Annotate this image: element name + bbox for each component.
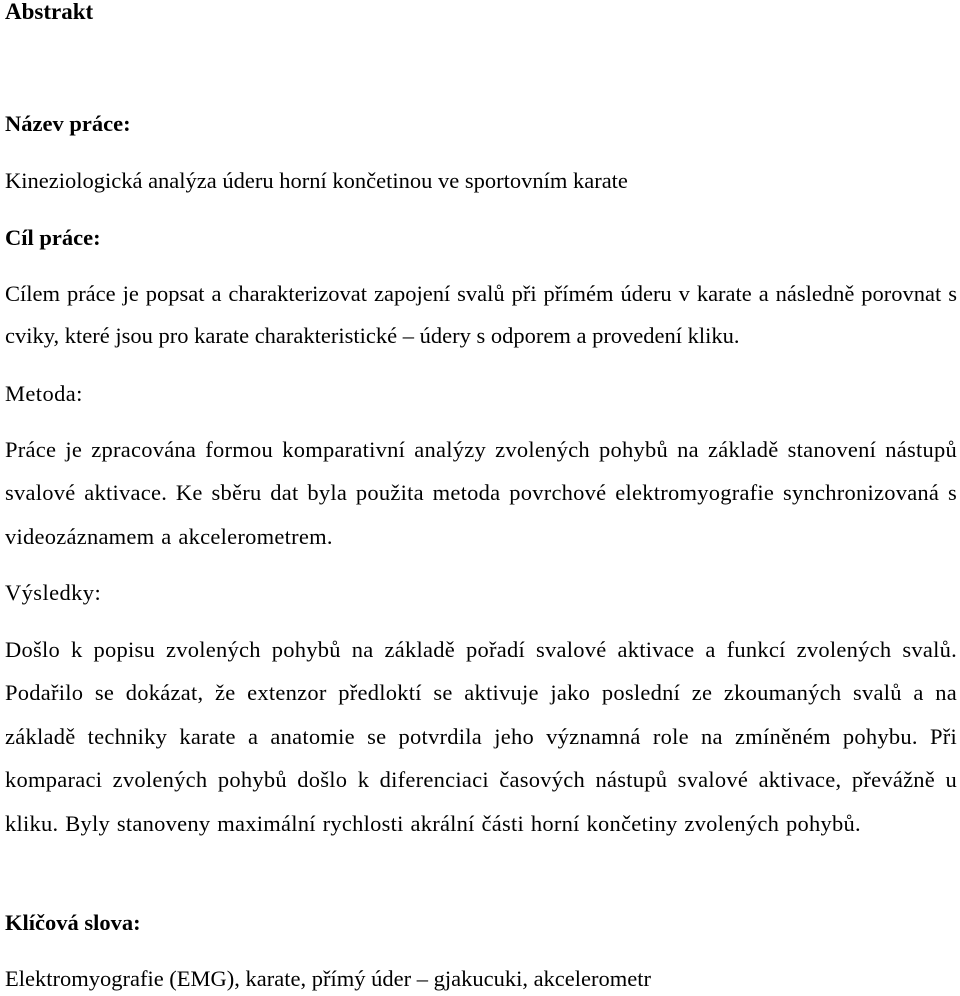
keywords-text: Elektromyografie (EMG), karate, přímý úder – gjakucuki, akcelerometr: [5, 966, 651, 991]
keywords-label: Klíčová slova:: [5, 910, 141, 935]
method-text: Práce je zpracována formou komparativní analýzy zvolených pohybů na základě stanovení nástupů svalové aktivace. Ke sběru dat byla použita metoda povrchové elektromyografie synchronizovaná s videozáznamem a akcelerometrem.: [5, 437, 957, 549]
method-label: Metoda:: [5, 381, 83, 406]
goal-text: Cílem práce je popsat a charakterizovat zapojení svalů při přímém úderu v karate a následně porovnat s cviky, které jsou pro karate charakteristické – údery s odporem a provedení kliku.: [5, 281, 957, 348]
title-text: Kineziologická analýza úderu horní končetinou ve sportovním karate: [5, 168, 628, 193]
results-label: Výsledky:: [5, 580, 102, 605]
page-heading: Abstrakt: [5, 0, 94, 24]
goal-label: Cíl práce:: [5, 225, 101, 250]
title-label: Název práce:: [5, 111, 131, 136]
results-text: Došlo k popisu zvolených pohybů na základě pořadí svalové aktivace a funkcí zvolených svalů. Podařilo se dokázat, že extenzor předloktí se aktivuje jako poslední ze zkoumaných svalů a na základě techniky karate a anatomie se potvrdila jeho významná role na zmíněném pohybu. Při komparaci zvolených pohybů došlo k diferenciaci časových nástupů svalové aktivace, převážně u kliku. Byly stanoveny maximální rychlosti akrální části horní končetiny zvolených pohybů.: [5, 637, 957, 836]
